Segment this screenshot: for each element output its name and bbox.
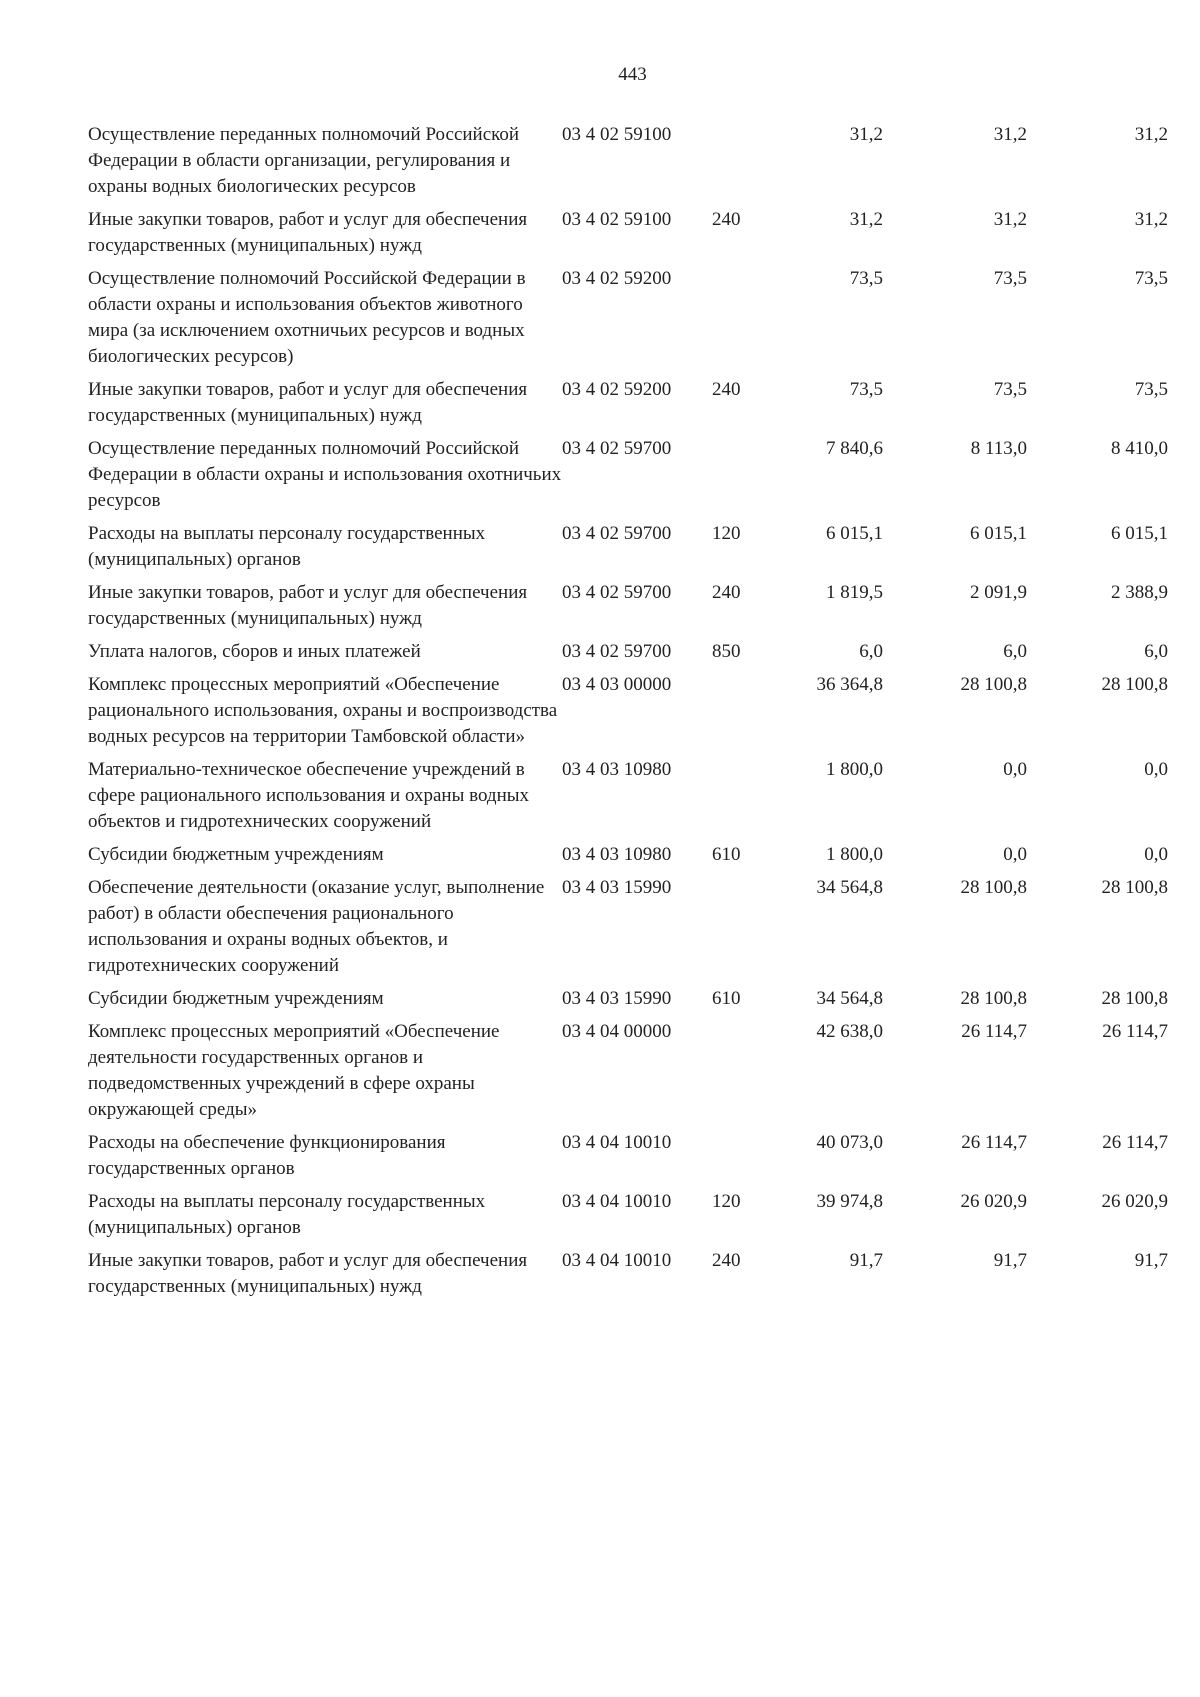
- row-value-1: 6 015,1: [826, 523, 883, 544]
- table-row: [88, 122, 1168, 207]
- table-row: [88, 875, 1168, 986]
- row-value-2: 26 114,7: [961, 1132, 1027, 1153]
- table-row: [88, 639, 1168, 672]
- row-value-2: 73,5: [993, 379, 1027, 400]
- row-value-3: 28 100,8: [1101, 877, 1168, 898]
- row-value-1: 34 564,8: [816, 877, 883, 898]
- row-value-3: 0,0: [1144, 844, 1168, 865]
- row-expense-type: 610: [712, 988, 741, 1009]
- row-expense-type: 850: [712, 641, 741, 662]
- budget-table: [88, 122, 1168, 1307]
- row-name: Иные закупки товаров, работ и услуг для обеспечения государственных (муниципальных) нужд: [88, 379, 528, 426]
- row-value-2: 28 100,8: [960, 877, 1027, 898]
- row-code: 03 4 02 59700: [562, 582, 672, 603]
- table-row: [88, 842, 1168, 875]
- row-value-3: 91,7: [1134, 1250, 1168, 1271]
- row-value-2: 6 015,1: [970, 523, 1027, 544]
- row-name: Материально-техническое обеспечение учреждений в сфере рационального использования и охраны водных объектов и гидротехнических сооружений: [88, 759, 530, 832]
- row-expense-type: [712, 1019, 762, 1130]
- row-value-3: 6 015,1: [1111, 523, 1168, 544]
- row-value-3: 28 100,8: [1101, 674, 1168, 695]
- row-name: Расходы на обеспечение функционирования государственных органов: [88, 1132, 446, 1179]
- row-expense-type: [712, 1130, 762, 1189]
- row-code: 03 4 04 10010: [562, 1250, 672, 1271]
- row-value-1: 40 073,0: [816, 1132, 883, 1153]
- row-name: Осуществление переданных полномочий Российской Федерации в области организации, регулирования и охраны водных биологических ресурсов: [88, 124, 520, 197]
- row-value-2: 26 020,9: [960, 1191, 1027, 1212]
- row-value-1: 1 800,0: [826, 844, 883, 865]
- row-code: 03 4 02 59200: [562, 268, 672, 289]
- row-name: Обеспечение деятельности (оказание услуг, выполнение работ) в области обеспечения рационального использования и охраны водных объектов, и гидротехнических сооружений: [88, 877, 545, 976]
- table-row: [88, 1248, 1168, 1307]
- row-value-3: 6,0: [1144, 641, 1168, 662]
- row-value-2: 31,2: [993, 124, 1027, 145]
- row-value-1: 34 564,8: [816, 988, 883, 1009]
- row-code: 03 4 02 59700: [562, 641, 672, 662]
- row-value-1: 39 974,8: [816, 1191, 883, 1212]
- row-value-3: 26 020,9: [1101, 1191, 1168, 1212]
- row-code: 03 4 03 15990: [562, 877, 672, 898]
- row-value-2: 6,0: [1003, 641, 1027, 662]
- row-value-2: 73,5: [993, 268, 1027, 289]
- row-code: 03 4 02 59200: [562, 379, 672, 400]
- row-name: Уплата налогов, сборов и иных платежей: [88, 641, 421, 662]
- row-name: Иные закупки товаров, работ и услуг для обеспечения государственных (муниципальных) нужд: [88, 1250, 528, 1297]
- row-value-3: 8 410,0: [1111, 438, 1168, 459]
- row-name: Субсидии бюджетным учреждениям: [88, 844, 384, 865]
- table-row: [88, 521, 1168, 580]
- row-name: Комплекс процессных мероприятий «Обеспечение деятельности государственных органов и подведомственных учреждений в сфере охраны окружающей среды»: [88, 1021, 500, 1120]
- row-value-1: 6,0: [859, 641, 883, 662]
- row-name: Расходы на выплаты персоналу государственных (муниципальных) органов: [88, 523, 486, 570]
- row-code: 03 4 03 10980: [562, 759, 672, 780]
- row-value-1: 91,7: [849, 1250, 883, 1271]
- row-expense-type: [712, 266, 762, 377]
- table-row: [88, 1019, 1168, 1130]
- row-name: Иные закупки товаров, работ и услуг для обеспечения государственных (муниципальных) нужд: [88, 582, 528, 629]
- row-value-2: 8 113,0: [970, 438, 1027, 459]
- row-value-3: 26 114,7: [1102, 1021, 1168, 1042]
- table-row: [88, 207, 1168, 266]
- row-code: 03 4 02 59700: [562, 523, 672, 544]
- table-row: [88, 580, 1168, 639]
- row-value-1: 31,2: [849, 124, 883, 145]
- row-value-3: 0,0: [1144, 759, 1168, 780]
- table-body: [88, 122, 1168, 1307]
- table-row: [88, 757, 1168, 842]
- row-name: Расходы на выплаты персоналу государственных (муниципальных) органов: [88, 1191, 486, 1238]
- table-row: [88, 986, 1168, 1019]
- row-code: 03 4 03 15990: [562, 988, 672, 1009]
- row-expense-type: [712, 757, 762, 842]
- row-value-2: 31,2: [993, 209, 1027, 230]
- row-value-1: 73,5: [849, 379, 883, 400]
- row-expense-type: 240: [712, 209, 741, 230]
- row-value-1: 73,5: [849, 268, 883, 289]
- row-value-3: 73,5: [1134, 268, 1168, 289]
- table-row: [88, 377, 1168, 436]
- row-value-2: 2 091,9: [970, 582, 1027, 603]
- row-value-3: 26 114,7: [1102, 1132, 1168, 1153]
- row-expense-type: 240: [712, 1250, 741, 1271]
- table-row: [88, 266, 1168, 377]
- row-name: Осуществление полномочий Российской Федерации в области охраны и использования объектов животного мира (за исключением охотничьих ресурсов и водных биологических ресурсов): [88, 268, 526, 367]
- row-value-2: 91,7: [993, 1250, 1027, 1271]
- row-value-1: 31,2: [849, 209, 883, 230]
- row-value-1: 7 840,6: [826, 438, 883, 459]
- row-code: 03 4 03 10980: [562, 844, 672, 865]
- row-code: 03 4 04 00000: [562, 1021, 672, 1042]
- row-value-1: 42 638,0: [816, 1021, 883, 1042]
- row-expense-type: [712, 436, 762, 521]
- row-code: 03 4 02 59100: [562, 209, 672, 230]
- row-value-2: 26 114,7: [961, 1021, 1027, 1042]
- row-value-2: 0,0: [1003, 759, 1027, 780]
- row-name: Комплекс процессных мероприятий «Обеспечение рационального использования, охраны и воспроизводства водных ресурсов на территории Тамбовской области»: [88, 674, 558, 747]
- row-value-2: 0,0: [1003, 844, 1027, 865]
- row-expense-type: 240: [712, 582, 741, 603]
- row-expense-type: [712, 672, 762, 757]
- row-expense-type: 610: [712, 844, 741, 865]
- row-expense-type: [712, 875, 762, 986]
- row-value-3: 28 100,8: [1101, 988, 1168, 1009]
- table-row: [88, 672, 1168, 757]
- row-code: 03 4 04 10010: [562, 1191, 672, 1212]
- row-name: Субсидии бюджетным учреждениям: [88, 988, 384, 1009]
- row-value-1: 1 819,5: [826, 582, 883, 603]
- row-value-1: 1 800,0: [826, 759, 883, 780]
- row-code: 03 4 03 00000: [562, 674, 672, 695]
- row-code: 03 4 02 59700: [562, 438, 672, 459]
- table-row: [88, 436, 1168, 521]
- table-row: [88, 1189, 1168, 1248]
- row-code: 03 4 02 59100: [562, 124, 672, 145]
- row-value-3: 31,2: [1134, 209, 1168, 230]
- row-name: Иные закупки товаров, работ и услуг для обеспечения государственных (муниципальных) нужд: [88, 209, 528, 256]
- page-number: 443: [618, 64, 647, 85]
- table-row: [88, 1130, 1168, 1189]
- row-expense-type: 120: [712, 1191, 741, 1212]
- row-value-1: 36 364,8: [816, 674, 883, 695]
- row-value-3: 31,2: [1134, 124, 1168, 145]
- row-code: 03 4 04 10010: [562, 1132, 672, 1153]
- row-expense-type: 240: [712, 379, 741, 400]
- row-expense-type: [712, 122, 762, 207]
- row-value-2: 28 100,8: [960, 674, 1027, 695]
- row-value-2: 28 100,8: [960, 988, 1027, 1009]
- row-value-3: 73,5: [1134, 379, 1168, 400]
- row-name: Осуществление переданных полномочий Российской Федерации в области охраны и использования охотничьих ресурсов: [88, 438, 562, 511]
- row-value-3: 2 388,9: [1111, 582, 1168, 603]
- row-expense-type: 120: [712, 523, 741, 544]
